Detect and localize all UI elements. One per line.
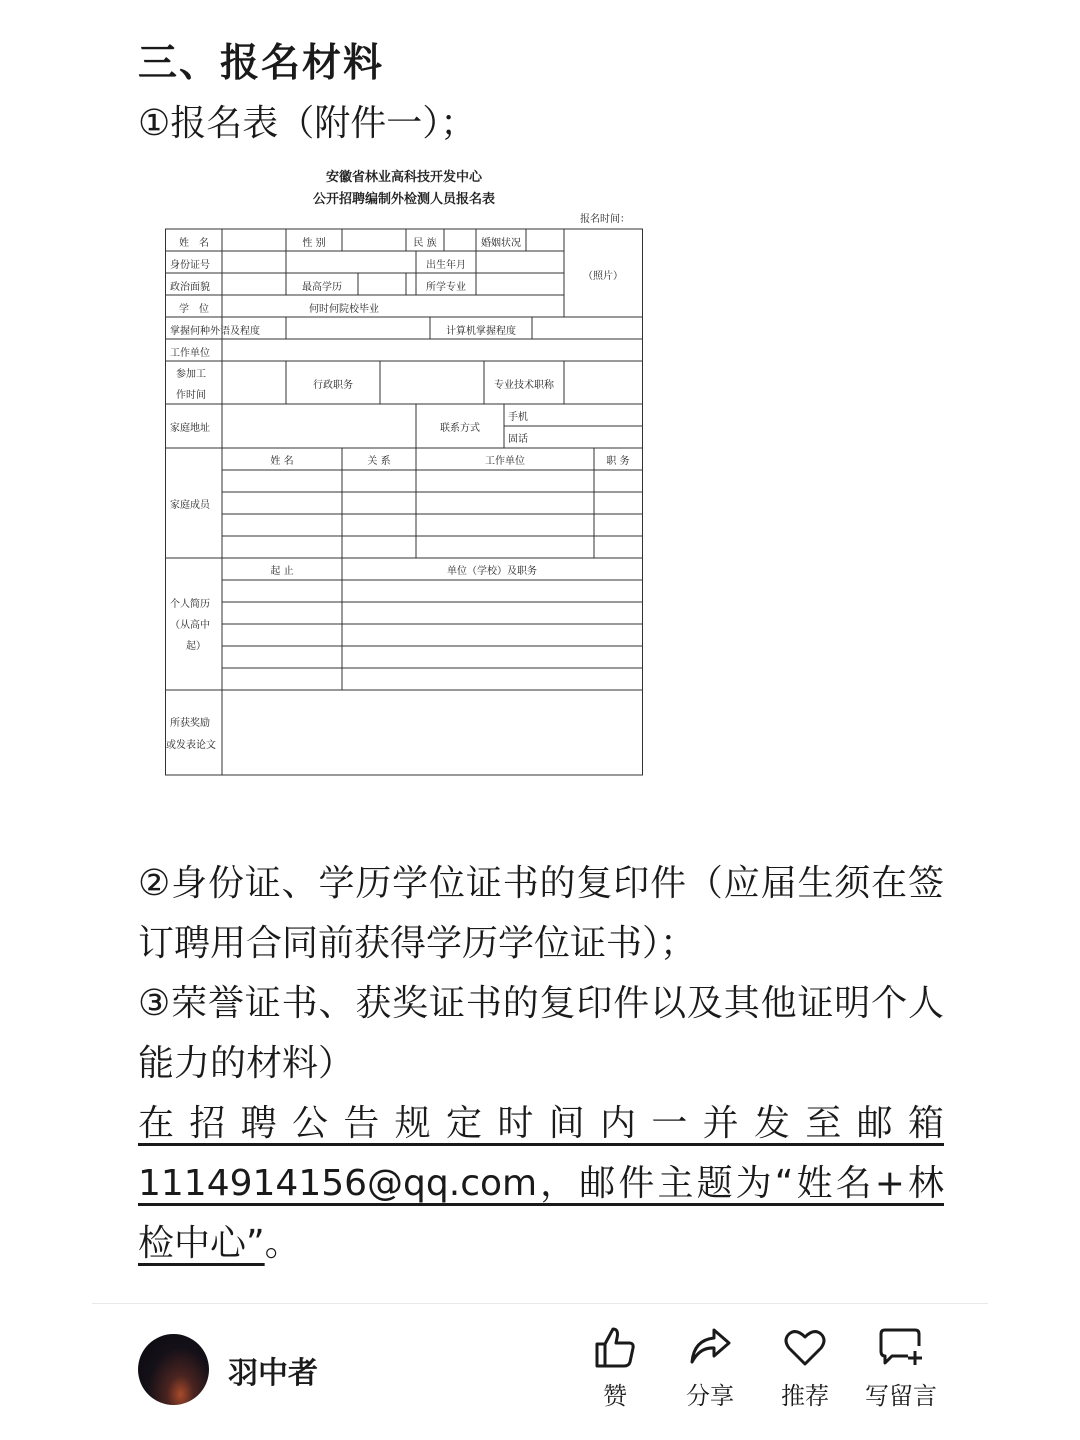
submission-note xyxy=(138,1094,944,1274)
recommend-label: 推荐 xyxy=(781,1382,829,1410)
label-award-2: 或发表论文 xyxy=(166,740,216,751)
like-button[interactable] xyxy=(570,1326,660,1411)
like-label: 赞 xyxy=(603,1382,627,1410)
heart-icon xyxy=(783,1326,827,1368)
label-name: 姓 名 xyxy=(179,238,209,249)
label-address: 家庭地址 xyxy=(170,423,210,434)
submission-period: 。 xyxy=(264,1223,301,1264)
label-award-1: 所获奖励 xyxy=(170,718,210,729)
label-grad: 何时何院校毕业 xyxy=(309,304,379,315)
submission-instructions: 在招聘公告规定时间内一并发至邮箱1114914156@qq.com，邮件主题为“姓名+林检中心” xyxy=(138,1103,944,1264)
comment-icon xyxy=(878,1326,924,1368)
label-gender: 性 别 xyxy=(302,238,326,249)
label-prof: 专业技术职称 xyxy=(494,380,554,391)
thumbs-up-icon xyxy=(593,1326,637,1368)
form-grid xyxy=(164,228,644,778)
label-period: 起 止 xyxy=(270,566,294,577)
share-button[interactable] xyxy=(665,1326,755,1411)
recommend-button[interactable] xyxy=(760,1326,850,1411)
label-resume-1: 个人简历 xyxy=(170,599,210,610)
label-lang: 掌握何种外语及程度 xyxy=(170,326,260,337)
form-title-line2: 公开招聘编制外检测人员报名表 xyxy=(312,192,495,207)
label-contact: 联系方式 xyxy=(440,423,480,434)
footer-divider xyxy=(92,1303,988,1304)
label-ethnicity: 民 族 xyxy=(413,238,437,249)
label-mobile: 手机 xyxy=(508,412,528,423)
label-family-name: 姓 名 xyxy=(270,456,294,467)
label-computer: 计算机掌握程度 xyxy=(446,326,516,337)
material-item-1: ①报名表（附件一）； xyxy=(138,103,477,144)
label-family: 家庭成员 xyxy=(170,500,210,511)
label-worktime-1: 参加工 xyxy=(176,369,206,380)
material-item-2: ②身份证、学历学位证书的复印件（应届生须在签订聘用合同前获得学历学位证书）； xyxy=(138,863,944,964)
label-id: 身份证号 xyxy=(170,260,210,271)
label-degree: 学 位 xyxy=(179,304,209,315)
label-resume-3: 起） xyxy=(186,641,206,652)
share-icon xyxy=(688,1326,732,1368)
label-unit-post: 单位（学校）及职务 xyxy=(447,566,537,577)
label-marital: 婚姻状况 xyxy=(481,238,521,249)
label-workunit: 工作单位 xyxy=(170,348,210,359)
label-resume-2: （从高中 xyxy=(170,620,210,631)
form-time-label: 报名时间： xyxy=(580,214,630,225)
material-item-3: ③荣誉证书、获奖证书的复印件以及其他证明个人能力的材料） xyxy=(138,983,944,1084)
label-photo: （照片） xyxy=(583,271,623,282)
label-major: 所学专业 xyxy=(426,282,466,293)
label-family-relation: 关 系 xyxy=(367,456,391,467)
label-political: 政治面貌 xyxy=(170,282,210,293)
section-title: 三、报名材料 xyxy=(138,41,385,86)
share-label: 分享 xyxy=(686,1382,734,1410)
label-birth: 出生年月 xyxy=(426,260,466,271)
author-name[interactable]: 羽中者 xyxy=(228,1356,318,1391)
registration-form-image xyxy=(164,160,644,778)
comment-button[interactable] xyxy=(856,1326,946,1411)
label-worktime-2: 作时间 xyxy=(176,390,206,401)
article-body-continued xyxy=(138,854,944,1274)
article-body xyxy=(138,34,944,154)
label-admin: 行政职务 xyxy=(313,380,353,391)
comment-label: 写留言 xyxy=(865,1382,937,1410)
label-edu: 最高学历 xyxy=(302,282,342,293)
label-phone: 固话 xyxy=(508,434,528,445)
avatar[interactable] xyxy=(138,1334,209,1405)
form-title-line1: 安徽省林业高科技开发中心 xyxy=(325,170,482,185)
label-family-post: 职 务 xyxy=(606,456,630,467)
label-family-unit: 工作单位 xyxy=(485,456,525,467)
